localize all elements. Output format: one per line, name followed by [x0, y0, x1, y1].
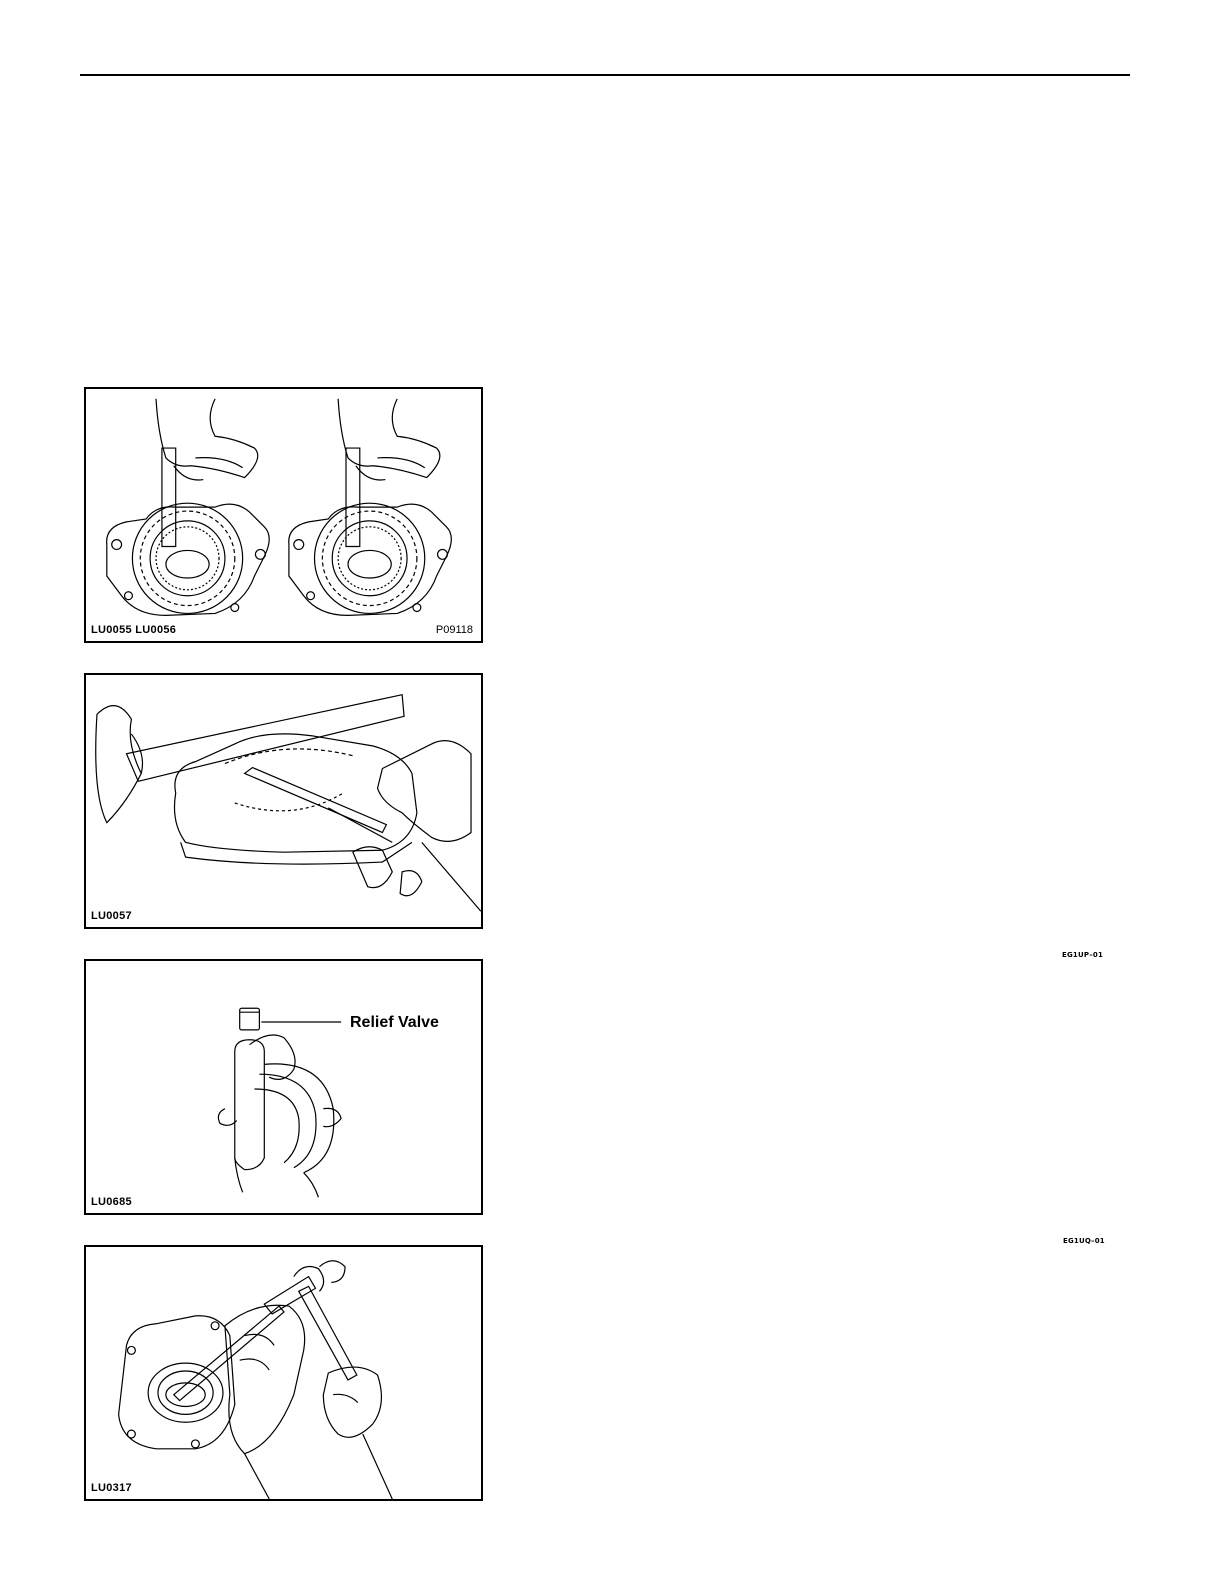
figure-oil-seal-removal: [84, 1245, 483, 1501]
figure-code: LU0057: [91, 910, 132, 922]
figure-code: LU0317: [91, 1482, 132, 1494]
pump-body-illustration: [86, 389, 481, 641]
reference-code: EG1UP–01: [1062, 951, 1104, 959]
seal-removal-illustration: [86, 1247, 481, 1499]
figure-clearance-measurement: [84, 387, 483, 643]
figure-side-clearance: [84, 673, 483, 929]
reference-code: EG1UQ–01: [1063, 1237, 1105, 1245]
straightedge-illustration: [86, 675, 481, 927]
figure-code: LU0055 LU0056: [91, 624, 177, 636]
figure-code-right: P09118: [435, 624, 473, 636]
figure-code: LU0685: [91, 1196, 132, 1208]
relief-valve-illustration: [86, 961, 481, 1213]
relief-valve-callout: Relief Valve: [350, 1014, 439, 1031]
header-rule: [80, 74, 1130, 76]
figure-relief-valve: [84, 959, 483, 1215]
